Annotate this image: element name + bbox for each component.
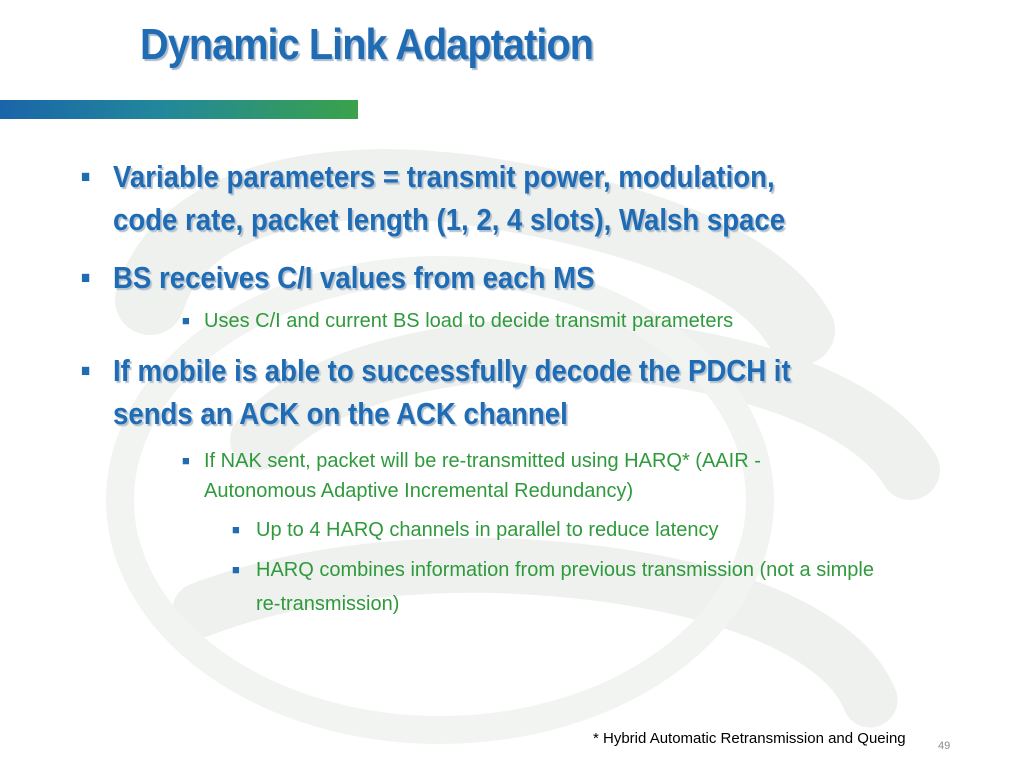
bullet-text: BS receives C/I values from each MS xyxy=(113,260,595,295)
list-item xyxy=(182,306,854,336)
list-item xyxy=(80,256,825,299)
bullet-text: HARQ combines information from previous transmission (not a simple re-transmission) xyxy=(256,559,874,615)
square-bullet-icon: ■ xyxy=(80,167,91,186)
title-underline-bar xyxy=(0,100,358,119)
bullet-text: If NAK sent, packet will be re-transmitted using HARQ* (AAIR - Autonomous Adaptive Incremental Redundancy) xyxy=(204,450,761,502)
square-bullet-icon: ■ xyxy=(182,313,190,328)
square-bullet-icon: ■ xyxy=(182,453,190,468)
square-bullet-icon: ■ xyxy=(80,268,91,287)
bullet-text: Up to 4 HARQ channels in parallel to reduce latency xyxy=(256,519,719,541)
list-item xyxy=(182,446,854,506)
square-bullet-icon: ■ xyxy=(232,522,240,537)
page-number: 49 xyxy=(938,740,951,752)
square-bullet-icon: ■ xyxy=(80,361,91,380)
list-item xyxy=(232,513,896,547)
list-item xyxy=(80,155,825,241)
list-item xyxy=(232,553,896,621)
bullet-text: Uses C/I and current BS load to decide transmit parameters xyxy=(204,310,734,332)
square-bullet-icon: ■ xyxy=(232,562,240,577)
list-item xyxy=(80,349,825,435)
bullet-text: Variable parameters = transmit power, modulation, code rate, packet length (1, 2, 4 slots), Walsh space xyxy=(113,159,786,237)
footnote: * Hybrid Automatic Retransmission and Queing xyxy=(593,730,906,747)
slide-title: Dynamic Link Adaptation xyxy=(140,20,594,69)
bullet-text: If mobile is able to successfully decode the PDCH it sends an ACK on the ACK channel xyxy=(113,353,791,431)
